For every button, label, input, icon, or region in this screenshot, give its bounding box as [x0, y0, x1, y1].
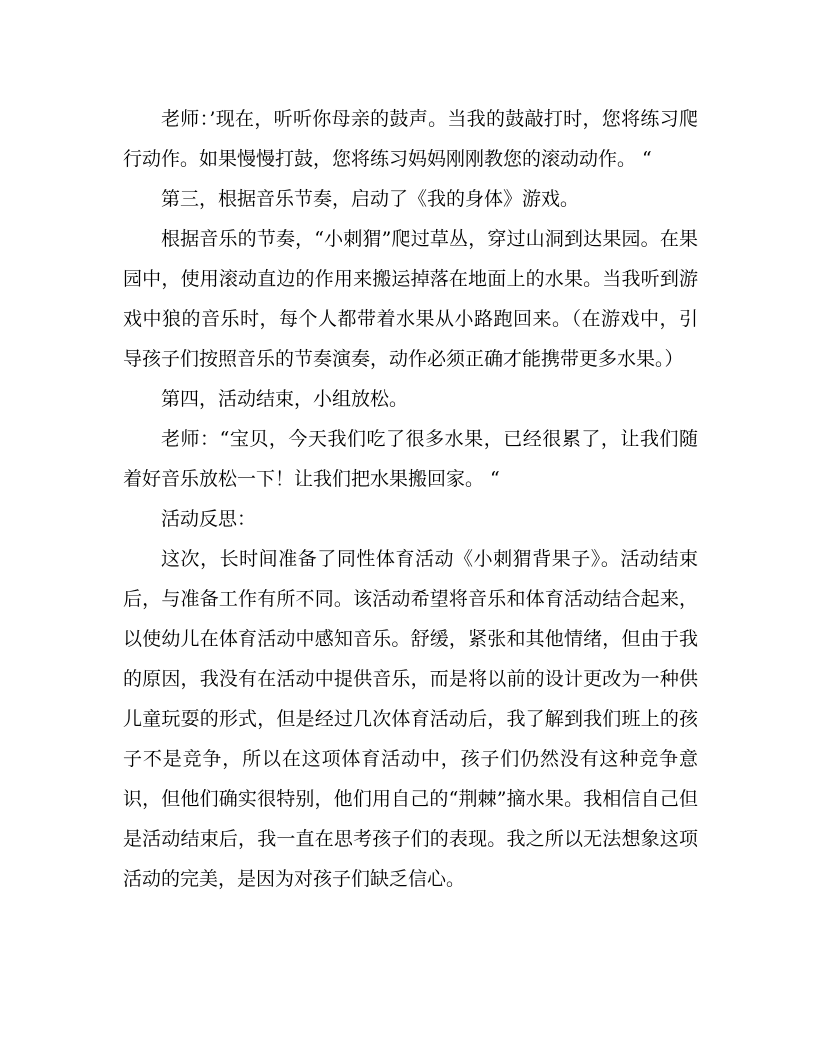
paragraph-teacher-relax: 老师：“宝贝，今天我们吃了很多水果，已经很累了，让我们随着好音乐放松一下！让我们把水果搬回家。 “	[123, 428, 698, 490]
document-body	[123, 99, 698, 899]
paragraph-reflection: 这次，长时间准备了同性体育活动《小刺猬背果子》。活动结束后，与准备工作有所不同。该活动希望将音乐和体育活动结合起来，以使幼儿在体育活动中感知音乐。舒缓，紧张和其他情绪，但由于我的原因，我没有在活动中提供音乐，而是将以前的设计更改为一种供儿童玩耍的形式，但是经过几次体育活动后，我了解到我们班上的孩子不是竞争，所以在这项体育活动中，孩子们仍然没有这种竞争意识，但他们确实很特别，他们用自己的“荆棘”摘水果。我相信自己但是活动结束后，我一直在思考孩子们的表现。我之所以无法想象这项活动的完美，是因为对孩子们缺乏信心。	[123, 548, 698, 890]
paragraph-step-three: 第三，根据音乐节奏，启动了《我的身体》游戏。	[161, 188, 580, 210]
paragraph-teacher-drum: 老师：’现在，听听你母亲的鼓声。当我的鼓敲打时，您将练习爬行动作。如果慢慢打鼓，您将练习妈妈刚刚教您的滚动动作。 “	[123, 108, 698, 170]
paragraph-game-description: 根据音乐的节奏，“小刺猬”爬过草丛，穿过山洞到达果园。在果园中，使用滚动直边的作用来搬运掉落在地面上的水果。当我听到游戏中狼的音乐时，每个人都带着水果从小路跑回来。（在游戏中，引导孩子们按照音乐的节奏演奏，动作必须正确才能携带更多水果。）	[123, 228, 698, 370]
paragraph-step-four: 第四，活动结束，小组放松。	[161, 388, 409, 410]
section-heading-reflection: 活动反思：	[161, 508, 257, 530]
